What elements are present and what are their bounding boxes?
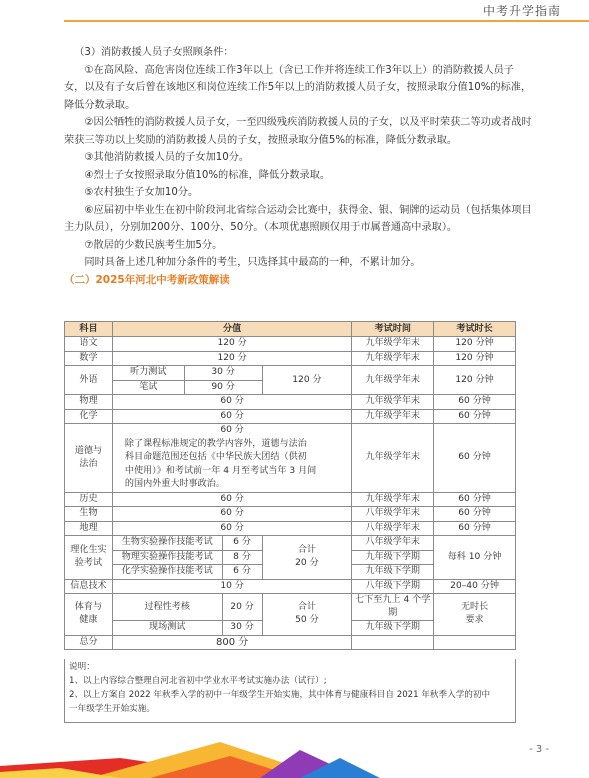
duration-cell: 20–40 分钟 xyxy=(434,579,516,594)
total-value: 50 分 xyxy=(295,615,319,626)
duration-cell: 60 分钟 xyxy=(434,507,516,522)
duration-cell: 120 分钟 xyxy=(434,337,516,352)
time-cell: 九年级学年末 xyxy=(352,366,434,395)
item-2: ②因公牺牲的消防救援人员子女，一至四级残疾消防救援人员的子女，以及平时荣获二等功或者战时荣获三等功以上奖励的消防救援人员的子女，按照录取分值5%的标准，降低分数录取。 xyxy=(64,117,532,146)
table-row xyxy=(65,579,516,594)
subject-cell xyxy=(65,536,113,580)
notes-line-3: 一年级学生开始实施。 xyxy=(69,704,155,714)
component-score-cell: 6 分 xyxy=(222,536,262,551)
header-time: 考试时间 xyxy=(352,322,434,337)
component-cell: 现场测试 xyxy=(112,621,222,636)
time-cell: 九年级下学期 xyxy=(352,621,434,636)
duration-cell: 60 分钟 xyxy=(434,492,516,507)
item-5: ⑤农村独生子女加10分。 xyxy=(84,187,199,198)
duration-line-2: 要求 xyxy=(465,615,484,626)
section-title: （二）2025年河北中考新政策解读 xyxy=(64,273,230,286)
duration-cell xyxy=(434,635,516,650)
time-cell: 八年级学年末 xyxy=(352,507,434,522)
time-cell: 九年级下学期 xyxy=(352,565,434,580)
notes-title: 说明： xyxy=(69,662,95,672)
subject-cell: 总分 xyxy=(65,635,113,650)
item-7: ⑦散居的少数民族考生加5分。 xyxy=(84,239,223,251)
duration-cell: 120 分钟 xyxy=(434,351,516,366)
table-row xyxy=(65,536,516,551)
component-cell: 笔试 xyxy=(112,380,184,395)
component-score-cell: 20 分 xyxy=(222,594,262,621)
header-duration: 考试时长 xyxy=(434,322,516,337)
subject-line-1: 道德与 xyxy=(74,445,103,456)
policy-text xyxy=(64,44,534,289)
exam-policy-table xyxy=(64,321,516,650)
time-cell: 九年级学年末 xyxy=(352,351,434,366)
note-line-3: 中使用）》和考试前一年 4 月至考试当年 3 月间 xyxy=(124,465,317,476)
subject-line-1: 理化生实 xyxy=(70,545,107,556)
score-cell xyxy=(112,424,351,493)
table-row xyxy=(65,409,516,424)
duration-cell xyxy=(434,594,516,636)
subject-line-2: 健康 xyxy=(79,615,98,626)
item-4: ④烈士子女按照录取分值10%的标准，降低分数录取。 xyxy=(84,169,331,181)
note-line-1: 除了课程标准规定的教学内容外，道德与法治 xyxy=(124,438,307,449)
time-cell: 九年级学年末 xyxy=(352,395,434,410)
subject-line-2: 验考试 xyxy=(74,558,103,569)
duration-cell: 每科 10 分钟 xyxy=(434,536,516,580)
total-cell xyxy=(262,536,352,580)
component-score-cell: 30 分 xyxy=(222,621,262,636)
table-row xyxy=(65,395,516,410)
subject-cell: 外语 xyxy=(65,366,113,395)
table-row xyxy=(65,594,516,621)
subject-cell: 生物 xyxy=(65,507,113,522)
time-cell: 八年级下学期 xyxy=(352,579,434,594)
subject-cell: 信息技术 xyxy=(65,579,113,594)
header-subject: 科目 xyxy=(65,322,113,337)
notes-line-1: 1、以上内容综合整理自河北省初中学业水平考试实施办法（试行）; xyxy=(69,676,327,686)
item-6: ⑥应届初中毕业生在初中阶段河北省综合运动会比赛中，获得金、银、铜牌的运动员（包括集体项目主力队员），分别加200分、100分、50分。（本项优惠照顾仅用于市属普通高中录取）。 xyxy=(64,204,532,233)
duration-line-1: 无时长 xyxy=(460,602,489,613)
subject-cell: 数学 xyxy=(65,351,113,366)
duration-cell: 60 分钟 xyxy=(434,395,516,410)
time-cell: 八年级学年末 xyxy=(352,521,434,536)
footer-decoration xyxy=(0,728,589,778)
table-row xyxy=(65,337,516,352)
time-cell: 九年级学年末 xyxy=(352,424,434,493)
time-cell: 九年级学年末 xyxy=(352,337,434,352)
score-cell: 120 分 xyxy=(112,337,351,352)
table-row xyxy=(65,507,516,522)
time-cell xyxy=(352,635,434,650)
score-cell: 120 分 xyxy=(112,351,351,366)
time-cell: 八年级学年末 xyxy=(352,536,434,551)
component-score-cell: 30 分 xyxy=(184,366,262,381)
component-score-cell: 90 分 xyxy=(184,380,262,395)
time-cell: 九年级下学期 xyxy=(352,550,434,565)
table-row xyxy=(65,351,516,366)
subject-line-1: 体育与 xyxy=(74,602,103,613)
score-cell: 60 分 xyxy=(112,395,351,410)
total-value: 20 分 xyxy=(295,558,319,569)
score-cell: 10 分 xyxy=(112,579,351,594)
subject-cell: 语文 xyxy=(65,337,113,352)
score-cell: 120 分 xyxy=(262,366,352,395)
duration-cell: 60 分钟 xyxy=(434,409,516,424)
note-line-4: 的国内外重大时事政治。 xyxy=(124,479,225,489)
subject-cell xyxy=(65,424,113,493)
table-row xyxy=(65,366,516,381)
item-summary: 同时具备上述几种加分条件的考生，只选择其中最高的一种，不累计加分。 xyxy=(84,257,421,268)
header-title: 中考升学指南 xyxy=(482,4,561,18)
page-number: - 3 - xyxy=(529,744,549,755)
table-header-row xyxy=(65,322,516,337)
duration-cell: 60 分钟 xyxy=(434,521,516,536)
component-cell: 化学实验操作技能考试 xyxy=(112,565,222,580)
component-cell: 生物实验操作技能考试 xyxy=(112,536,222,551)
component-score-cell: 8 分 xyxy=(222,550,262,565)
subject-cell: 化学 xyxy=(65,409,113,424)
time-cell: 九年级学年末 xyxy=(352,492,434,507)
time-cell: 七下至九上 4 个学期 xyxy=(352,594,434,621)
note-line-2: 科目命题范围还包括《中华民族大团结（供初 xyxy=(124,452,307,462)
total-label: 合计 xyxy=(297,545,317,556)
time-cell: 九年级学年末 xyxy=(352,409,434,424)
item-1: ①在高风险、高危害岗位连续工作3年以上（含已工作并将连续工作3年以上）的消防救援人员子女，以及有子女后曾在该地区和岗位连续工作5年以上的消防救援人员子女，按照录取分值10%的标准，降低分数录取。 xyxy=(64,64,532,111)
table-row xyxy=(65,424,516,493)
score-cell: 800 分 xyxy=(112,635,351,650)
component-cell: 过程性考核 xyxy=(112,594,222,621)
item-3: ③其他消防救援人员的子女加10分。 xyxy=(84,152,250,163)
section-heading: （3）消防救援人员子女照顾条件： xyxy=(74,47,234,58)
total-label: 合计 xyxy=(297,602,317,613)
notes-box xyxy=(64,659,516,723)
duration-cell: 60 分钟 xyxy=(434,424,516,493)
table-row xyxy=(65,492,516,507)
component-score-cell: 6 分 xyxy=(222,565,262,580)
subject-cell: 历史 xyxy=(65,492,113,507)
header-score: 分值 xyxy=(112,322,351,337)
duration-cell: 120 分钟 xyxy=(434,366,516,395)
score-cell: 60 分 xyxy=(112,521,351,536)
table-row xyxy=(65,635,516,650)
total-cell xyxy=(262,594,352,636)
score-value: 60 分 xyxy=(220,425,244,435)
score-cell: 60 分 xyxy=(112,409,351,424)
score-cell: 60 分 xyxy=(112,507,351,522)
score-cell: 60 分 xyxy=(112,492,351,507)
notes-line-2: 2、以上方案自 2022 年秋季入学的初中一年级学生开始实施，其中体育与健康科目自 2021 年秋季入学的初中 xyxy=(69,690,491,700)
subject-cell: 物理 xyxy=(65,395,113,410)
component-cell: 物理实验操作技能考试 xyxy=(112,550,222,565)
header-rule xyxy=(64,20,589,22)
subject-cell: 地理 xyxy=(65,521,113,536)
table-row xyxy=(65,521,516,536)
component-cell: 听力测试 xyxy=(112,366,184,381)
subject-line-2: 法治 xyxy=(79,458,98,469)
subject-cell xyxy=(65,594,113,636)
